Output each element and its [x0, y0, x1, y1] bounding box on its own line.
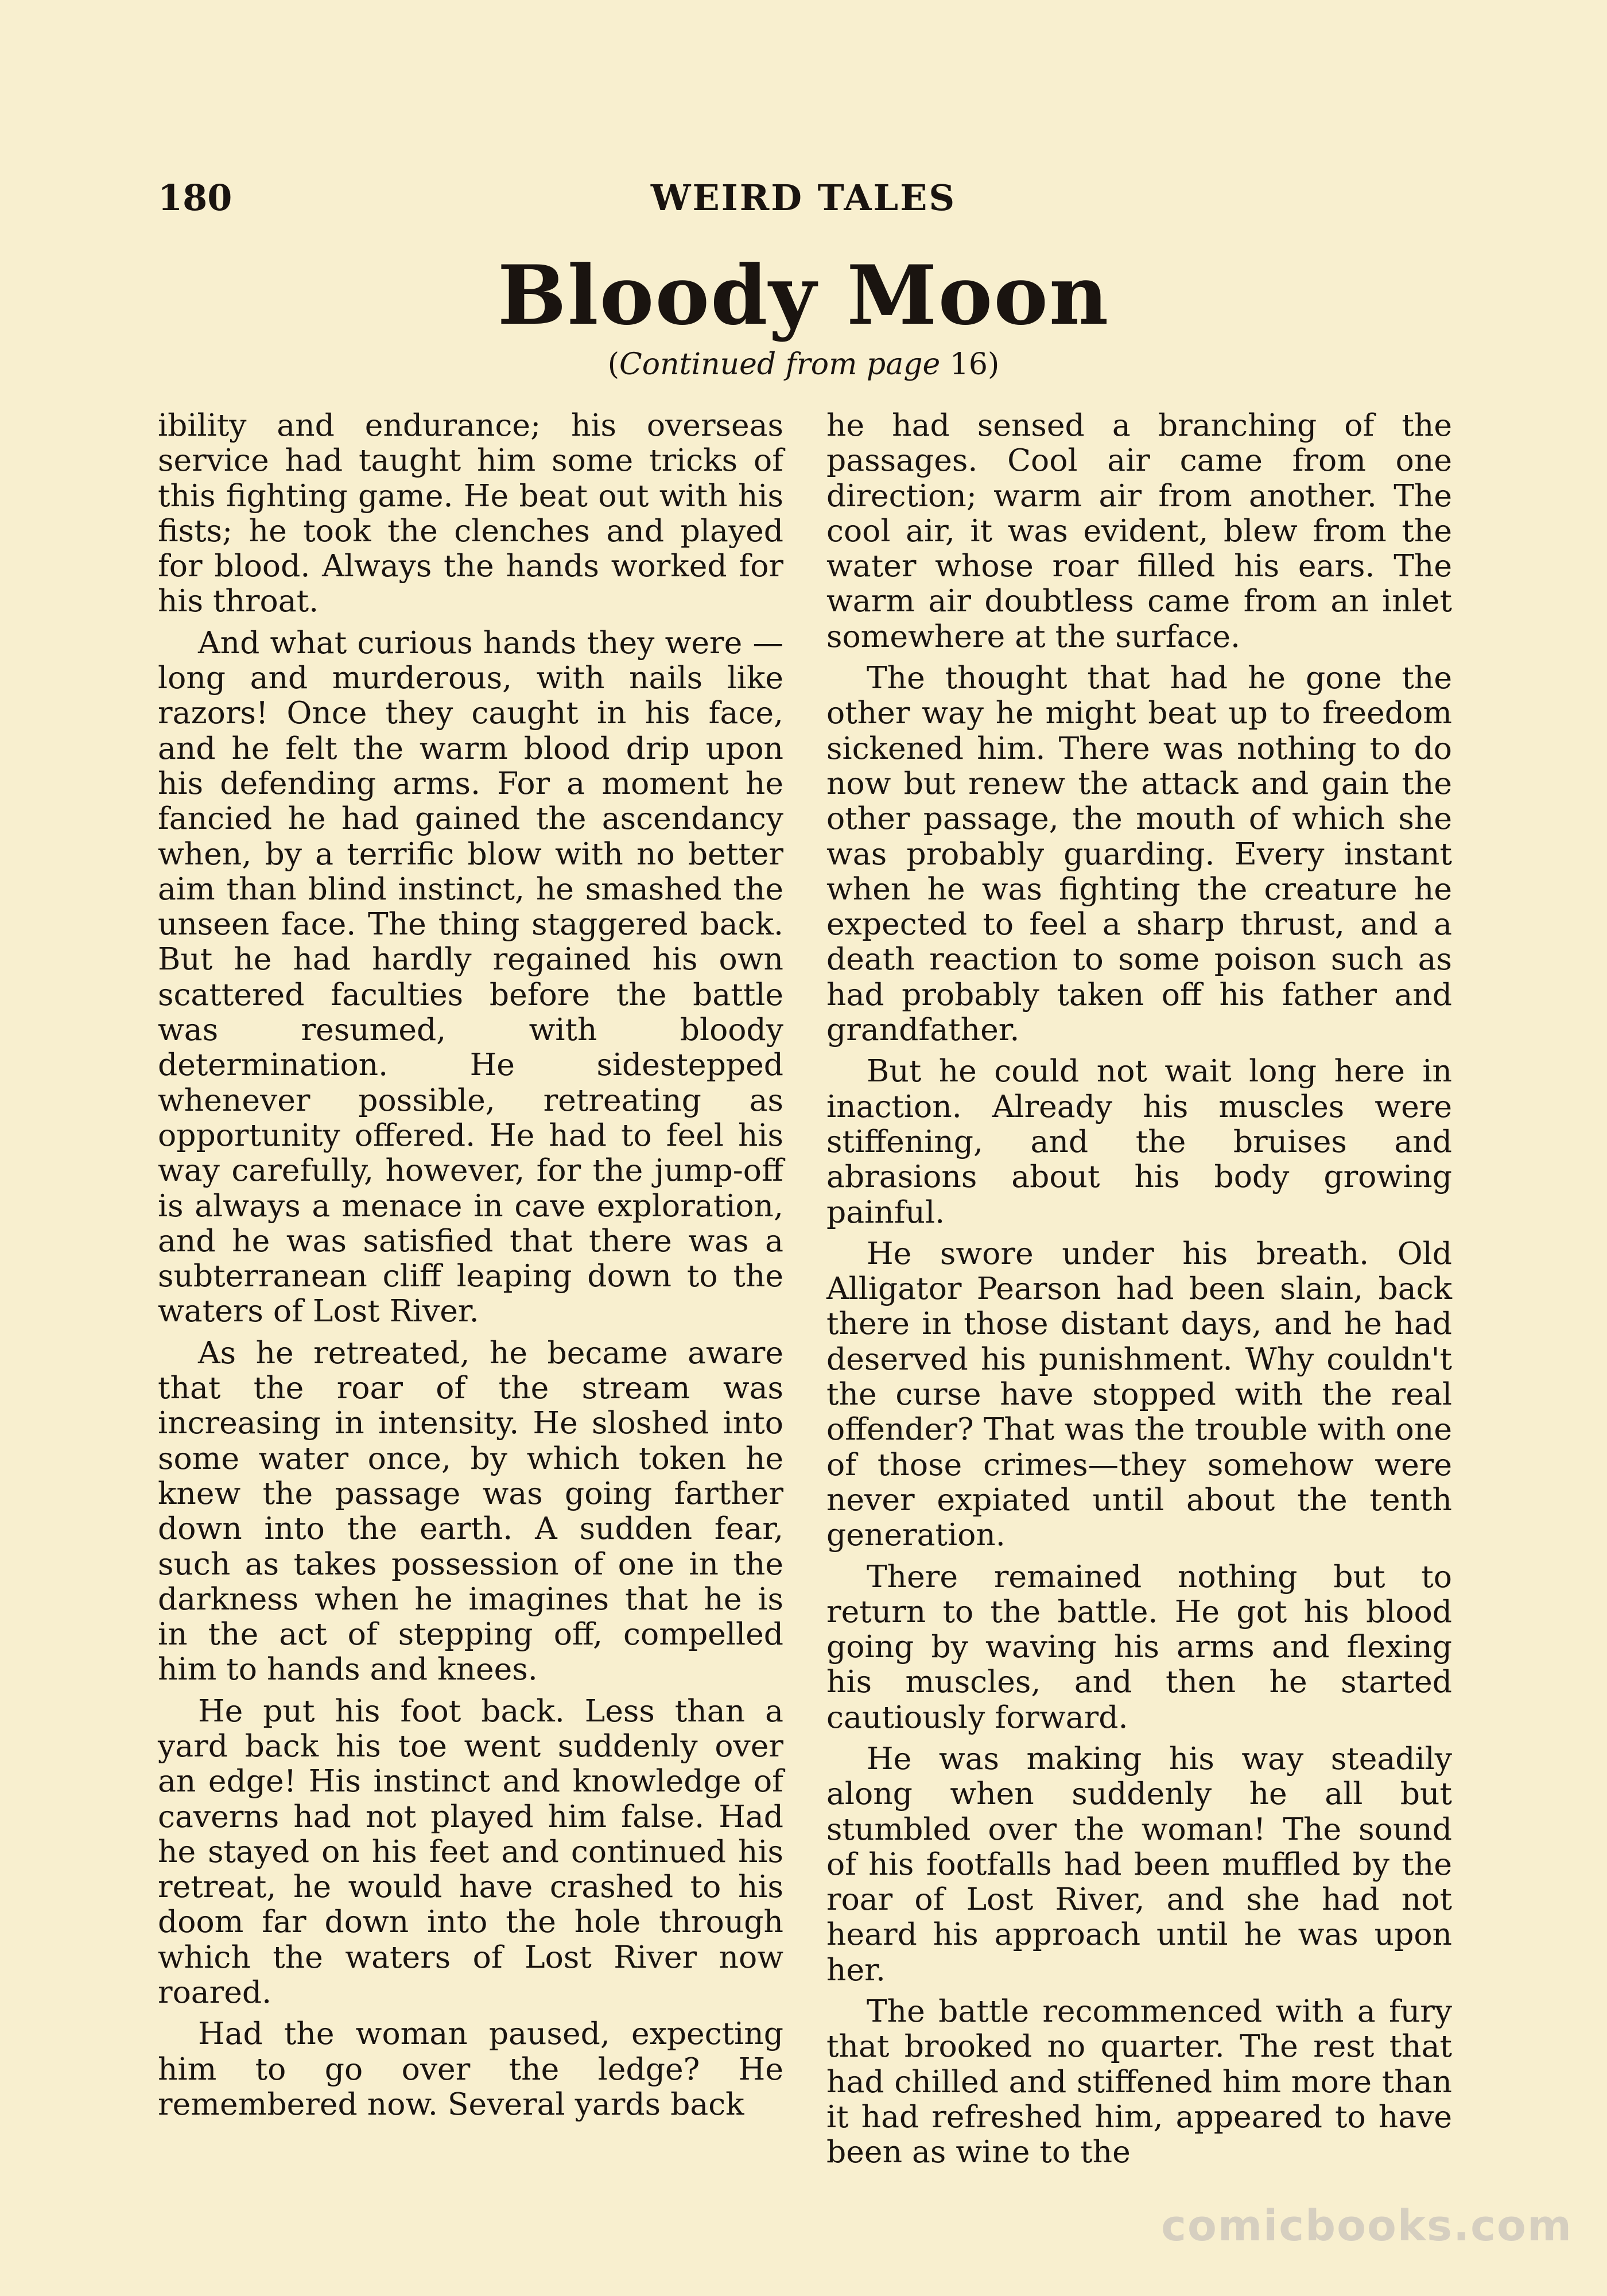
paragraph: As he retreated, he became aware that the roar of the stream was increasing in intensity. He sloshed into some water once, by which token he knew the passage was going farther down into the earth. A sudden fear, such as takes possession of one in the darkness when he imagines that he is in the act of stepping off, compelled him to hands and knees. [158, 1334, 783, 1688]
paragraph: Had the woman paused, expecting him to go over the ledge? He remembered now. Several yards back [158, 2015, 783, 2122]
paragraph: He put his foot back. Less than a yard back his toe went suddenly over an edge! His instinct and knowledge of caverns had not played him false. Had he stayed on his feet and continued his retreat, he would have crashed to his doom far down into the hole through which the waters of Lost River now roared. [158, 1692, 783, 2011]
paragraph: But he could not wait long here in inaction. Already his muscles were stiffening, and the bruises and abrasions about his body growing painful. [826, 1053, 1452, 1230]
paragraph: ibility and endurance; his overseas service had taught him some tricks of this fighting game. He beat out with his fists; he took the clenches and played for blood. Always the hands worked for his throat. [158, 407, 783, 619]
paragraph: The battle recommenced with a fury that brooked no quarter. The rest that had chilled and stiffened him more than it had refreshed him, appeared to have been as wine to the [826, 1993, 1452, 2170]
running-head: WEIRD TALES [650, 177, 957, 219]
paragraph: And what curious hands they were —long and murderous, with nails like razors! Once they caught in his face, and he felt the warm blood drip upon his defending arms. For a moment he fancied he had gained the ascendancy when, by a terrific blow with no better aim than blind instinct, he smashed the unseen face. The thing staggered back. But he had hardly regained his own scattered faculties before the battle was resumed, with bloody determination. He sidestepped whenever possible, retreating as opportunity offered. He had to feel his way carefully, however, for the jump-off is always a menace in cave exploration, and he was satisfied that there was a subterranean cliff leaping down to the waters of Lost River. [158, 624, 783, 1329]
right-column [826, 408, 1452, 2176]
left-column [158, 408, 783, 2128]
paragraph: he had sensed a branching of the passages. Cool air came from one direction; warm air from another. The cool air, it was evident, blew from the water whose roar filled his ears. The warm air doubtless came from an inlet somewhere at the surface. [826, 407, 1452, 654]
watermark: comicbooks.com [1161, 2201, 1573, 2251]
paragraph: The thought that had he gone the other way he might beat up to freedom sickened him. There was nothing to do now but renew the attack and gain the other passage, the mouth of which she was probably guarding. Every instant when he was fighting the creature he expected to feel a sharp thrust, and a death reaction to some poison such as had probably taken off his father and grandfather. [826, 660, 1452, 1048]
paragraph: There remained nothing but to return to the battle. He got his blood going by waving his arms and flexing his muscles, and then he started cautiously forward. [826, 1558, 1452, 1735]
paragraph: He swore under his breath. Old Alligator Pearson had been slain, back there in those distant days, and he had deserved his punishment. Why couldn't the curse have stopped with the real offender? That was the trouble with one of those crimes—they somehow were never expiated until about the tenth generation. [826, 1235, 1452, 1553]
continued-note: (Continued from page 16) [607, 347, 1000, 382]
page-number: 180 [158, 177, 232, 219]
story-title: Bloody Moon [497, 248, 1110, 343]
paragraph: He was making his way steadily along when suddenly he all but stumbled over the woman! The sound of his footfalls had been muffled by the roar of Lost River, and she had not heard his approach until he was upon her. [826, 1740, 1452, 1988]
continued-page: 16 [949, 347, 988, 382]
continued-label: Continued from page [619, 347, 941, 382]
